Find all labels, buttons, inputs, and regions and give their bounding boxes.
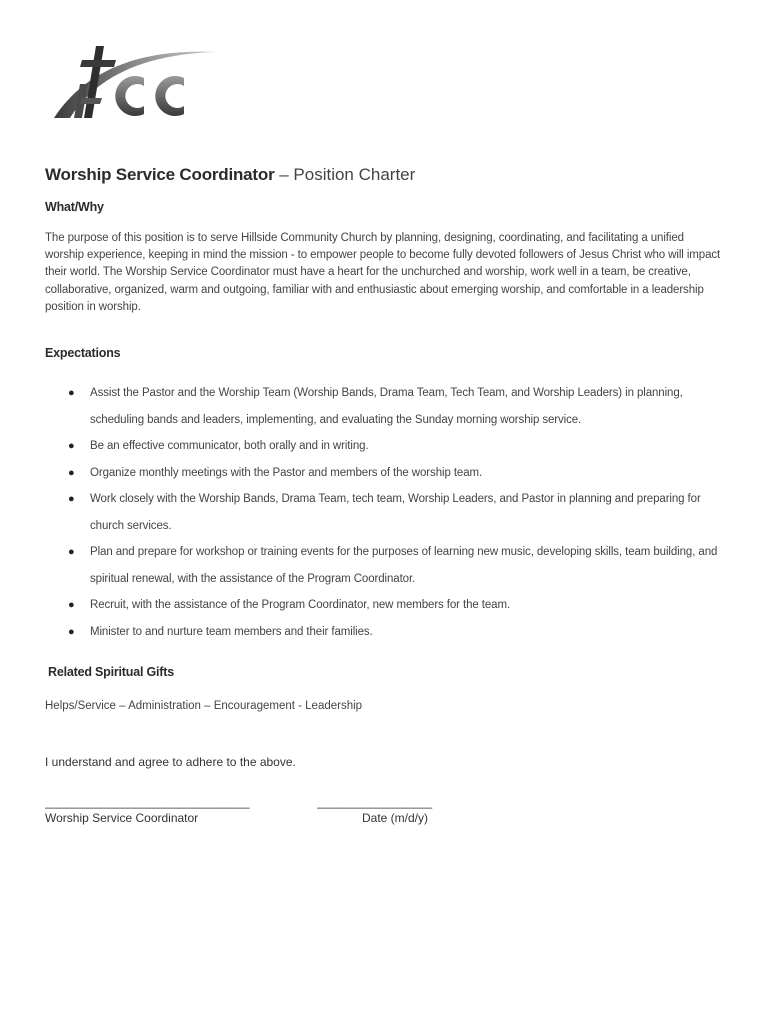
expectations-heading: Expectations (45, 346, 121, 360)
list-item (45, 592, 735, 619)
title-main: Worship Service Coordinator (45, 165, 275, 184)
list-item-text: Be an effective communicator, both orally and in writing. (90, 440, 369, 452)
list-item-text: Assist the Pastor and the Worship Team (Worship Bands, Drama Team, Tech Team, and Worship Leaders) in planning, scheduling bands and leaders, implementing, and evaluating the Sunday morning worship service. (90, 387, 683, 426)
church-logo (52, 40, 222, 135)
signature-label: Worship Service Coordinator (45, 811, 199, 825)
bullet-icon: ● (68, 466, 75, 479)
list-item (45, 380, 735, 433)
bullet-icon: ● (68, 440, 75, 452)
what-why-paragraph: The purpose of this position is to serve Hillside Community Church by planning, designing, coordinating, and facilitating a unified worship experience, keeping in mind the mission - to empower people to become fully devoted followers of Jesus Christ who will impact their world. The Worship Service Coordinator must have a heart for the unchurched and worship, work well in a team, be creative, collaborative, organized, warm and outgoing, familiar with and enthusiastic about emerging worship, and comfortable in a leadership position in worship. (45, 232, 721, 313)
what-why-heading: What/Why (45, 200, 104, 214)
bullet-icon: ● (68, 599, 75, 611)
list-item (45, 486, 735, 539)
date-line: __________________ (317, 797, 433, 809)
gifts-heading: Related Spiritual Gifts (48, 665, 174, 679)
gifts-text: Helps/Service – Administration – Encouragement - Leadership (45, 700, 363, 712)
title-sub: – Position Charter (274, 165, 416, 184)
list-item-text: Organize monthly meetings with the Pastor and members of the worship team. (90, 466, 483, 479)
list-item-text: Work closely with the Worship Bands, Drama Team, tech team, Worship Leaders, and Pastor in planning and preparing for church services. (90, 493, 701, 532)
date-label: Date (m/d/y) (362, 811, 429, 825)
document-title (45, 165, 415, 185)
expectations-list (45, 380, 735, 645)
bullet-icon: ● (68, 546, 75, 558)
bullet-icon: ● (68, 387, 75, 399)
list-item (45, 539, 735, 592)
agreement-text: I understand and agree to adhere to the above. (45, 755, 296, 769)
list-item (45, 619, 735, 646)
bullet-icon: ● (68, 625, 75, 638)
bullet-icon: ● (68, 493, 75, 505)
list-item-text: Minister to and nurture team members and their families. (90, 625, 373, 638)
list-item (45, 433, 735, 460)
list-item-text: Plan and prepare for workshop or training events for the purposes of learning new music, developing skills, team building, and spiritual renewal, with the assistance of the Program Coordinator. (90, 546, 718, 585)
signature-line: ________________________________ (45, 797, 250, 809)
list-item (45, 460, 735, 487)
list-item-text: Recruit, with the assistance of the Program Coordinator, new members for the team. (90, 599, 511, 611)
